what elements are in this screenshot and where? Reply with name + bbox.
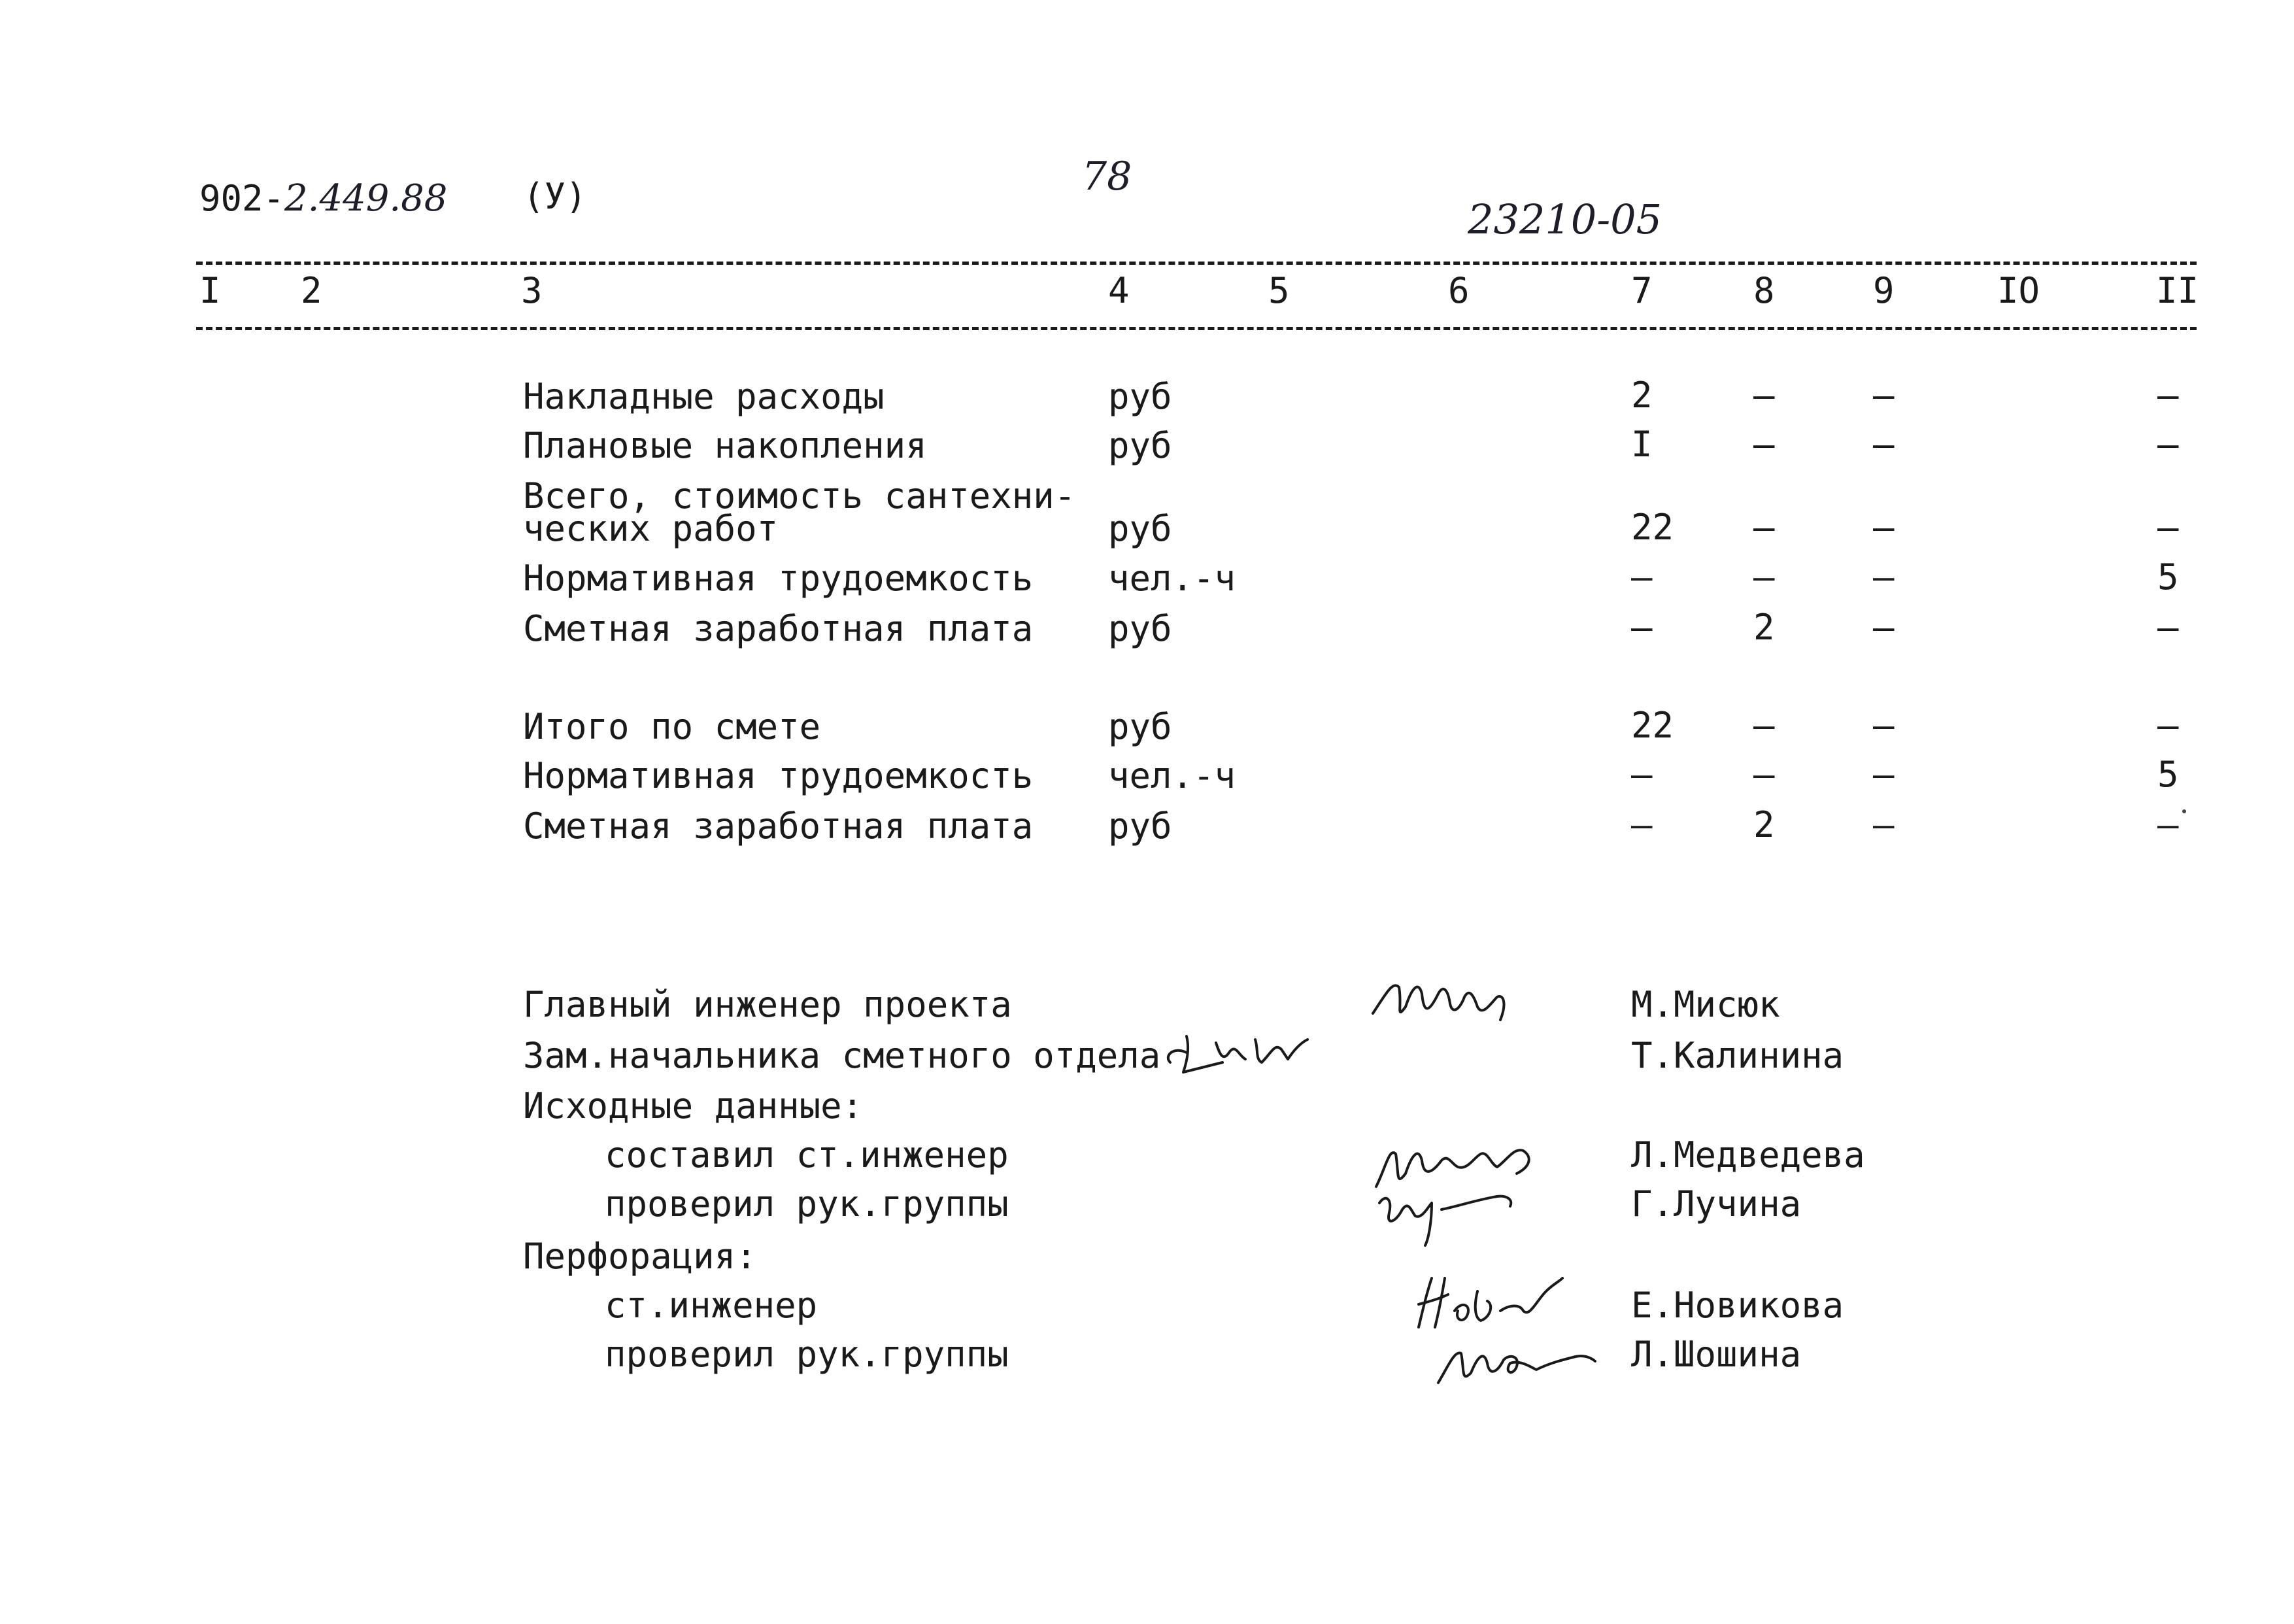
sign-person-chief-engineer: М.Мисюк [1631, 984, 1780, 1025]
sign-person-senior-engineer: Е.Новикова [1631, 1285, 1844, 1326]
sign-person-compiled-by: Л.Медведева [1631, 1134, 1865, 1176]
row-7-name: Нормативная трудоемкость [523, 755, 1034, 796]
sign-section-perforation: Перфорация: [523, 1236, 757, 1277]
signature-deputy-head [1157, 1023, 1314, 1082]
row-3-col11: – [2157, 507, 2179, 548]
row-3-unit: руб [1108, 508, 1172, 549]
row-8-unit: руб [1108, 805, 1172, 847]
row-1-col9: – [1873, 375, 1895, 416]
row-8-col8: 2 [1753, 804, 1775, 845]
row-7-col8: – [1753, 754, 1775, 795]
signature-checked-by-1 [1366, 1177, 1523, 1249]
row-1-col7: 2 [1631, 375, 1653, 416]
sign-role-compiled-by: составил ст.инженер [605, 1134, 1009, 1176]
sign-role-chief-engineer: Главный инженер проекта [523, 984, 1012, 1025]
row-6-col7: 22 [1631, 705, 1674, 746]
row-4-col7: – [1631, 556, 1653, 598]
row-7-unit: чел.-ч [1108, 755, 1236, 796]
row-3-col8: – [1753, 507, 1775, 548]
col-head-5: 5 [1268, 270, 1290, 311]
row-8-col11: – [2157, 804, 2179, 845]
row-6-col9: – [1873, 705, 1895, 746]
row-2-unit: руб [1108, 425, 1172, 466]
col-head-4: 4 [1108, 270, 1130, 311]
col-head-11: II [2156, 270, 2199, 311]
col-head-7: 7 [1631, 270, 1653, 311]
sign-role-senior-engineer: ст.инженер [605, 1285, 818, 1326]
row-1-unit: руб [1108, 376, 1172, 417]
row-6-col11: – [2157, 705, 2179, 746]
sign-person-deputy-head: Т.Калинина [1631, 1035, 1844, 1076]
row-2-name: Плановые накопления [523, 425, 927, 466]
sign-role-checked-by-1: проверил рук.группы [605, 1183, 1009, 1225]
header-rule-bottom [196, 327, 2197, 330]
row-3-col7: 22 [1631, 507, 1674, 548]
row-1-col11: – [2157, 375, 2179, 416]
row-2-col8: – [1753, 424, 1775, 465]
row-5-unit: руб [1108, 608, 1172, 649]
signature-checked-by-2 [1432, 1327, 1602, 1393]
doc-code-printed: 902- [199, 178, 285, 219]
row-4-col9: – [1873, 556, 1895, 598]
col-head-1: I [199, 270, 221, 311]
sign-person-checked-by-2: Л.Шошина [1631, 1334, 1802, 1375]
row-5-col11: – [2157, 607, 2179, 648]
doc-code-handwritten: 2.449.88 [284, 177, 448, 220]
row-7-col7: – [1631, 754, 1653, 795]
row-4-unit: чел.-ч [1108, 558, 1236, 599]
doc-code [199, 177, 448, 220]
row-3-name: ческих работ [523, 508, 779, 549]
col-head-8: 8 [1753, 270, 1775, 311]
col-head-2: 2 [301, 270, 322, 311]
row-5-col7: – [1631, 607, 1653, 648]
row-4-name: Нормативная трудоемкость [523, 558, 1034, 599]
row-7-col11: 5 [2157, 754, 2179, 795]
row-1-name: Накладные расходы [523, 376, 885, 417]
variant-mark: (У) [523, 176, 587, 217]
row-5-col8: 2 [1753, 607, 1775, 648]
row-2-col9: – [1873, 424, 1895, 465]
col-head-6: 6 [1448, 270, 1470, 311]
row-6-col8: – [1753, 705, 1775, 746]
row-5-name: Сметная заработная плата [523, 608, 1034, 649]
row-4-col8: – [1753, 556, 1775, 598]
row-6-unit: руб [1108, 706, 1172, 747]
sign-section-source-data: Исходные данные: [523, 1085, 864, 1126]
col-head-3: 3 [521, 270, 543, 311]
sign-person-checked-by-1: Г.Лучина [1631, 1183, 1802, 1225]
row-1-col8: – [1753, 375, 1775, 416]
row-8-col7: – [1631, 804, 1653, 845]
row-8-col9: – [1873, 804, 1895, 845]
header-rule-top [196, 262, 2197, 265]
row-3-col9: – [1873, 507, 1895, 548]
row-3-name-line1: Всего, стоимость сантехни- [523, 475, 1076, 516]
row-7-col9: – [1873, 754, 1895, 795]
row-5-col9: – [1873, 607, 1895, 648]
speck-mark [2182, 809, 2186, 813]
sign-role-deputy-head: Зам.начальника сметного отдела [523, 1035, 1161, 1076]
row-2-col7: I [1631, 424, 1653, 465]
signature-chief-engineer [1366, 968, 1523, 1040]
row-8-name: Сметная заработная плата [523, 805, 1034, 847]
row-2-col11: – [2157, 424, 2179, 465]
col-head-10: IO [1997, 270, 2040, 311]
row-6-name: Итого по смете [523, 706, 821, 747]
signature-senior-engineer [1406, 1265, 1576, 1337]
row-4-col11: 5 [2157, 556, 2179, 598]
order-code: 23210-05 [1468, 195, 1662, 243]
page-number: 78 [1082, 154, 1132, 199]
sign-role-checked-by-2: проверил рук.группы [605, 1334, 1009, 1375]
col-head-9: 9 [1873, 270, 1895, 311]
